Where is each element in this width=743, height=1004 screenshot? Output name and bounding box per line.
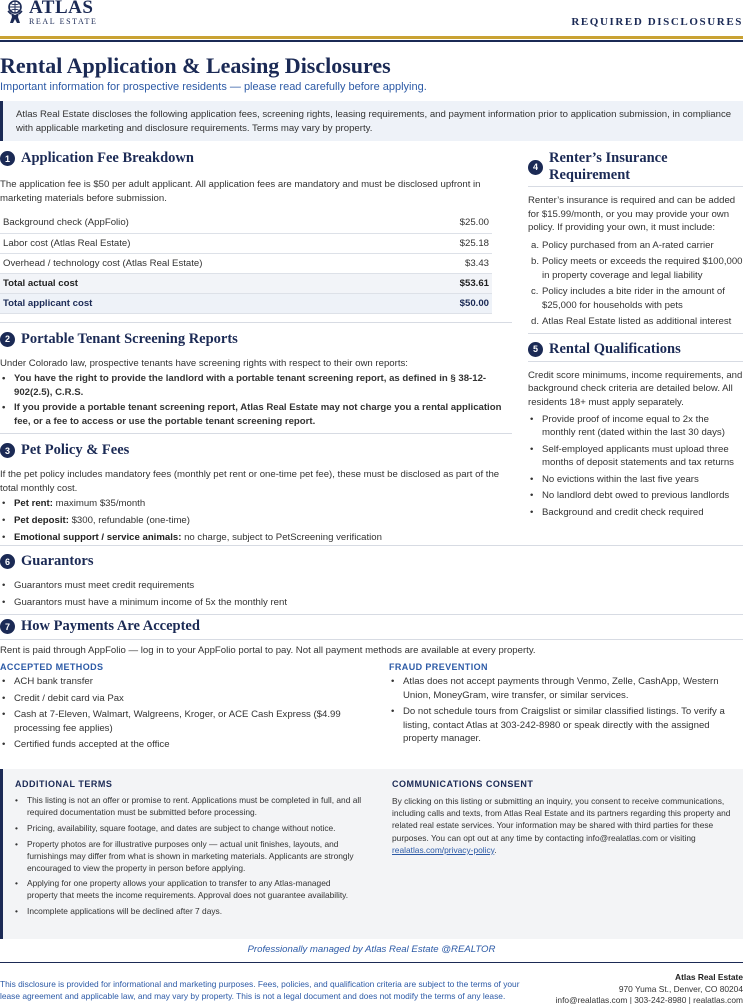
section-divider [0, 433, 512, 434]
qualifications-description: Credit score minimums, income requirements, and background check criteria are detailed below. All residents 18+ must apply separately. [528, 369, 743, 408]
section-heading [528, 341, 743, 358]
item-text: $300, refundable (one-time) [68, 515, 190, 526]
atlas-figure-icon [4, 0, 26, 24]
section-number-badge: 5 [528, 342, 543, 357]
list-item: • Property photos are for illustrative purposes only — actual unit finishes, layouts, and furnishings may differ from what is shown in marketing materials. Applicants are strongly encouraged to view the property in person before applying. [15, 839, 363, 875]
list-item: • Incomplete applications will be declined after 7 days. [15, 906, 363, 918]
section-title: Application Fee Breakdown [21, 150, 194, 166]
section-divider [528, 361, 743, 362]
accepted-methods [0, 662, 380, 752]
section-number-badge: 3 [0, 443, 15, 458]
list-item [0, 514, 512, 528]
section-title: Renter’s Insurance Requirement [549, 150, 668, 183]
additional-terms-title: ADDITIONAL TERMS [15, 779, 113, 789]
insurance-requirements-list [528, 239, 743, 329]
list-item: • Do not schedule tours from Craigslist or similar classified listings. To verify a listing, contact Atlas at 303-242-8980 or speak directly with the assigned property manager. [389, 705, 743, 746]
section-number-badge: 6 [0, 554, 15, 569]
list-item [0, 497, 512, 511]
list-item [0, 531, 512, 545]
fee-table [0, 213, 492, 314]
section-title: Pet Policy & Fees [21, 442, 130, 458]
section-number-badge: 2 [0, 332, 15, 347]
fee-amount: $50.00 [420, 293, 492, 313]
list-item: • Background and credit check required [528, 506, 743, 520]
fee-amount: $3.43 [420, 253, 492, 273]
communications-consent [392, 779, 737, 856]
list-item: • No landlord debt owed to previous landlords [528, 489, 743, 503]
footer-address: 970 Yuma St., Denver, CO 80204 [618, 983, 743, 994]
footer-contact [523, 972, 743, 1004]
qualifications-list [528, 413, 743, 520]
section-heading [528, 150, 743, 184]
pet-description: If the pet policy includes mandatory fees (monthly pet rent or one-time pet fee), these must be disclosed as part of the total monthly cost. [0, 469, 500, 494]
footer-disclaimer: This disclosure is provided for informational and marketing purposes. Fees, policies, and qualification criteria are subject to the terms of your lease agreement and applicable law, and may vary by property. This is not a legal document and does not modify the terms of any lease. [0, 979, 520, 1001]
list-item: • Self-employed applicants must upload three months of deposit statements and tax returns [528, 443, 743, 470]
footer-company: Atlas Real Estate [675, 972, 743, 982]
section-payments [0, 618, 743, 750]
header-gold-rule [0, 36, 743, 39]
item-text: maximum $35/month [52, 498, 146, 509]
fee-amount: $53.61 [420, 273, 492, 293]
list-item: • Guarantors must meet credit requirements [0, 579, 743, 593]
list-item: • This listing is not an offer or promise to rent. Applications must be completed in full, and all required documentation must be submitted before processing. [15, 795, 363, 819]
section-title: Rental Qualifications [549, 340, 681, 357]
fraud-prevention [389, 662, 743, 746]
section-number-badge: 1 [0, 151, 15, 166]
logo-subtitle: REAL ESTATE [29, 17, 98, 26]
fee-row [0, 273, 492, 293]
section-renters-insurance [528, 150, 743, 334]
fee-label: Labor cost (Atlas Real Estate) [0, 233, 420, 253]
section-heading [0, 618, 743, 635]
accepted-methods-list [0, 675, 380, 752]
header-label: REQUIRED DISCLOSURES [571, 16, 743, 28]
list-item: • Guarantors must have a minimum income of 5x the monthly rent [0, 596, 743, 610]
consent-text: By clicking on this listing or submitting an inquiry, you consent to receive communications, including calls and texts, from Atlas Real Estate and its partners regarding this property and related real estate services. Your information may be shared with third parties for these purposes. You can opt out at any time by contacting info@realatlas.com or visiting realatlas.com/privacy-policy. [392, 796, 731, 855]
section-heading [0, 331, 512, 348]
list-item: • You have the right to provide the landlord with a portable tenant screening report, as defined in § 38-12-902(2.5), C.R.S. [0, 372, 512, 399]
screening-description: Under Colorado law, prospective tenants have screening rights with respect to their own reports: [0, 357, 408, 369]
fraud-prevention-list [389, 675, 743, 746]
section-divider [528, 186, 743, 187]
additional-terms-list [15, 795, 363, 918]
fee-row [0, 253, 492, 273]
section-divider [0, 639, 743, 640]
header-navy-rule [0, 40, 743, 42]
page-title: Rental Application & Leasing Disclosures [0, 53, 391, 78]
list-item: • Cash at 7-Eleven, Walmart, Walgreens, Kroger, or ACE Cash Express ($4.99 processing fee applies) [0, 708, 350, 735]
list-item: • Provide proof of income equal to 2x the monthly rent (dated within the last 30 days) [528, 413, 743, 440]
section-title: Portable Tenant Screening Reports [21, 330, 238, 347]
list-item: a. Policy purchased from an A-rated carrier [531, 239, 714, 251]
section-rental-qualifications [528, 341, 743, 519]
section-title: Guarantors [21, 553, 94, 569]
fee-amount: $25.00 [420, 213, 492, 233]
managed-by-line: Professionally managed by Atlas Real Estate @REALTOR [247, 944, 496, 955]
section-divider [0, 545, 743, 546]
payments-description: Rent is paid through AppFolio — log in to your AppFolio portal to pay. Not all payment methods are available at every property. [0, 645, 536, 656]
list-item: • Pricing, availability, square footage, and dates are subject to change without notice. [15, 823, 363, 835]
insurance-description: Renter’s insurance is required and can be added for $15.99/month, or you may provide your own policy. If providing your own, it must include: [528, 195, 736, 234]
page-subtitle: Important information for prospective residents — please read carefully before applying. [0, 81, 427, 93]
list-item: • If you provide a portable tenant screening report, Atlas Real Estate may not charge you a rental application fee, or a fee to access or use the portable tenant screening report. [0, 401, 512, 428]
section-divider [528, 333, 743, 334]
page-header [0, 0, 743, 36]
guarantor-list [0, 579, 743, 610]
fee-row [0, 293, 492, 313]
section-number-badge: 7 [0, 619, 15, 634]
accepted-methods-label: ACCEPTED METHODS [0, 662, 104, 672]
section-title: How Payments Are Accepted [21, 618, 200, 634]
screening-rights-list [0, 372, 512, 428]
section-number-badge: 4 [528, 160, 543, 175]
section-pet-policy [0, 442, 512, 545]
list-item: d. Atlas Real Estate listed as additional interest [531, 316, 732, 328]
list-item: • Atlas does not accept payments through Venmo, Zelle, CashApp, Western Union, MoneyGram, wire transfer, or similar services. [389, 675, 743, 702]
item-label: Emotional support / service animals: [14, 532, 182, 543]
section-screening-reports [0, 331, 512, 435]
section-divider [0, 322, 512, 323]
atlas-logo[interactable] [4, 0, 97, 26]
additional-terms-panel [0, 769, 743, 939]
section-heading [0, 553, 743, 570]
consent-title: COMMUNICATIONS CONSENT [392, 779, 534, 789]
section-guarantors [0, 553, 743, 615]
intro-callout: Atlas Real Estate discloses the following application fees, screening rights, leasing requirements, and payment information prior to application submission, in compliance with applicable marketing and disclosure requirements. Terms may vary by property. [0, 101, 743, 141]
privacy-policy-link[interactable]: realatlas.com/privacy-policy [392, 844, 495, 855]
item-text: no charge, subject to PetScreening verification [181, 532, 382, 543]
item-label: Pet rent: [14, 498, 53, 509]
list-item: • No evictions within the last five years [528, 473, 743, 487]
fees-description: The application fee is $50 per adult applicant. All application fees are mandatory and must be disclosed upfront in marketing materials before submission. [0, 179, 481, 204]
section-divider [0, 614, 743, 615]
list-item: c. Policy includes a bite rider in the amount of $25,000 for households with pets [531, 286, 725, 311]
fee-label: Background check (AppFolio) [0, 213, 420, 233]
pet-fee-list [0, 497, 512, 545]
list-item: • Credit / debit card via Pax [0, 692, 380, 706]
item-label: Pet deposit: [14, 515, 69, 526]
footer-contact-line[interactable]: info@realatlas.com | 303-242-8980 | realatlas.com [555, 995, 743, 1004]
section-heading [0, 150, 512, 167]
section-heading [0, 442, 512, 459]
right-column [528, 150, 743, 519]
list-item: • Applying for one property allows your application to transfer to any Atlas-managed property that meets the income requirements. Approval does not guarantee availability. [15, 878, 363, 902]
logo-name: ATLAS [29, 0, 94, 18]
fraud-prevention-label: FRAUD PREVENTION [389, 662, 488, 672]
list-item: • Certified funds accepted at the office [0, 738, 380, 752]
additional-terms [15, 779, 363, 922]
fee-label: Total actual cost [0, 273, 420, 293]
fee-label: Total applicant cost [0, 293, 420, 313]
left-column [0, 150, 512, 545]
list-item: b. Policy meets or exceeds the required $100,000 in property coverage and legal liability [531, 256, 743, 281]
footer-rule [0, 962, 743, 963]
list-item: • ACH bank transfer [0, 675, 380, 689]
section-application-fees [0, 150, 512, 323]
fee-row [0, 213, 492, 233]
fee-amount: $25.18 [420, 233, 492, 253]
fee-row [0, 233, 492, 253]
fee-label: Overhead / technology cost (Atlas Real Estate) [0, 253, 420, 273]
